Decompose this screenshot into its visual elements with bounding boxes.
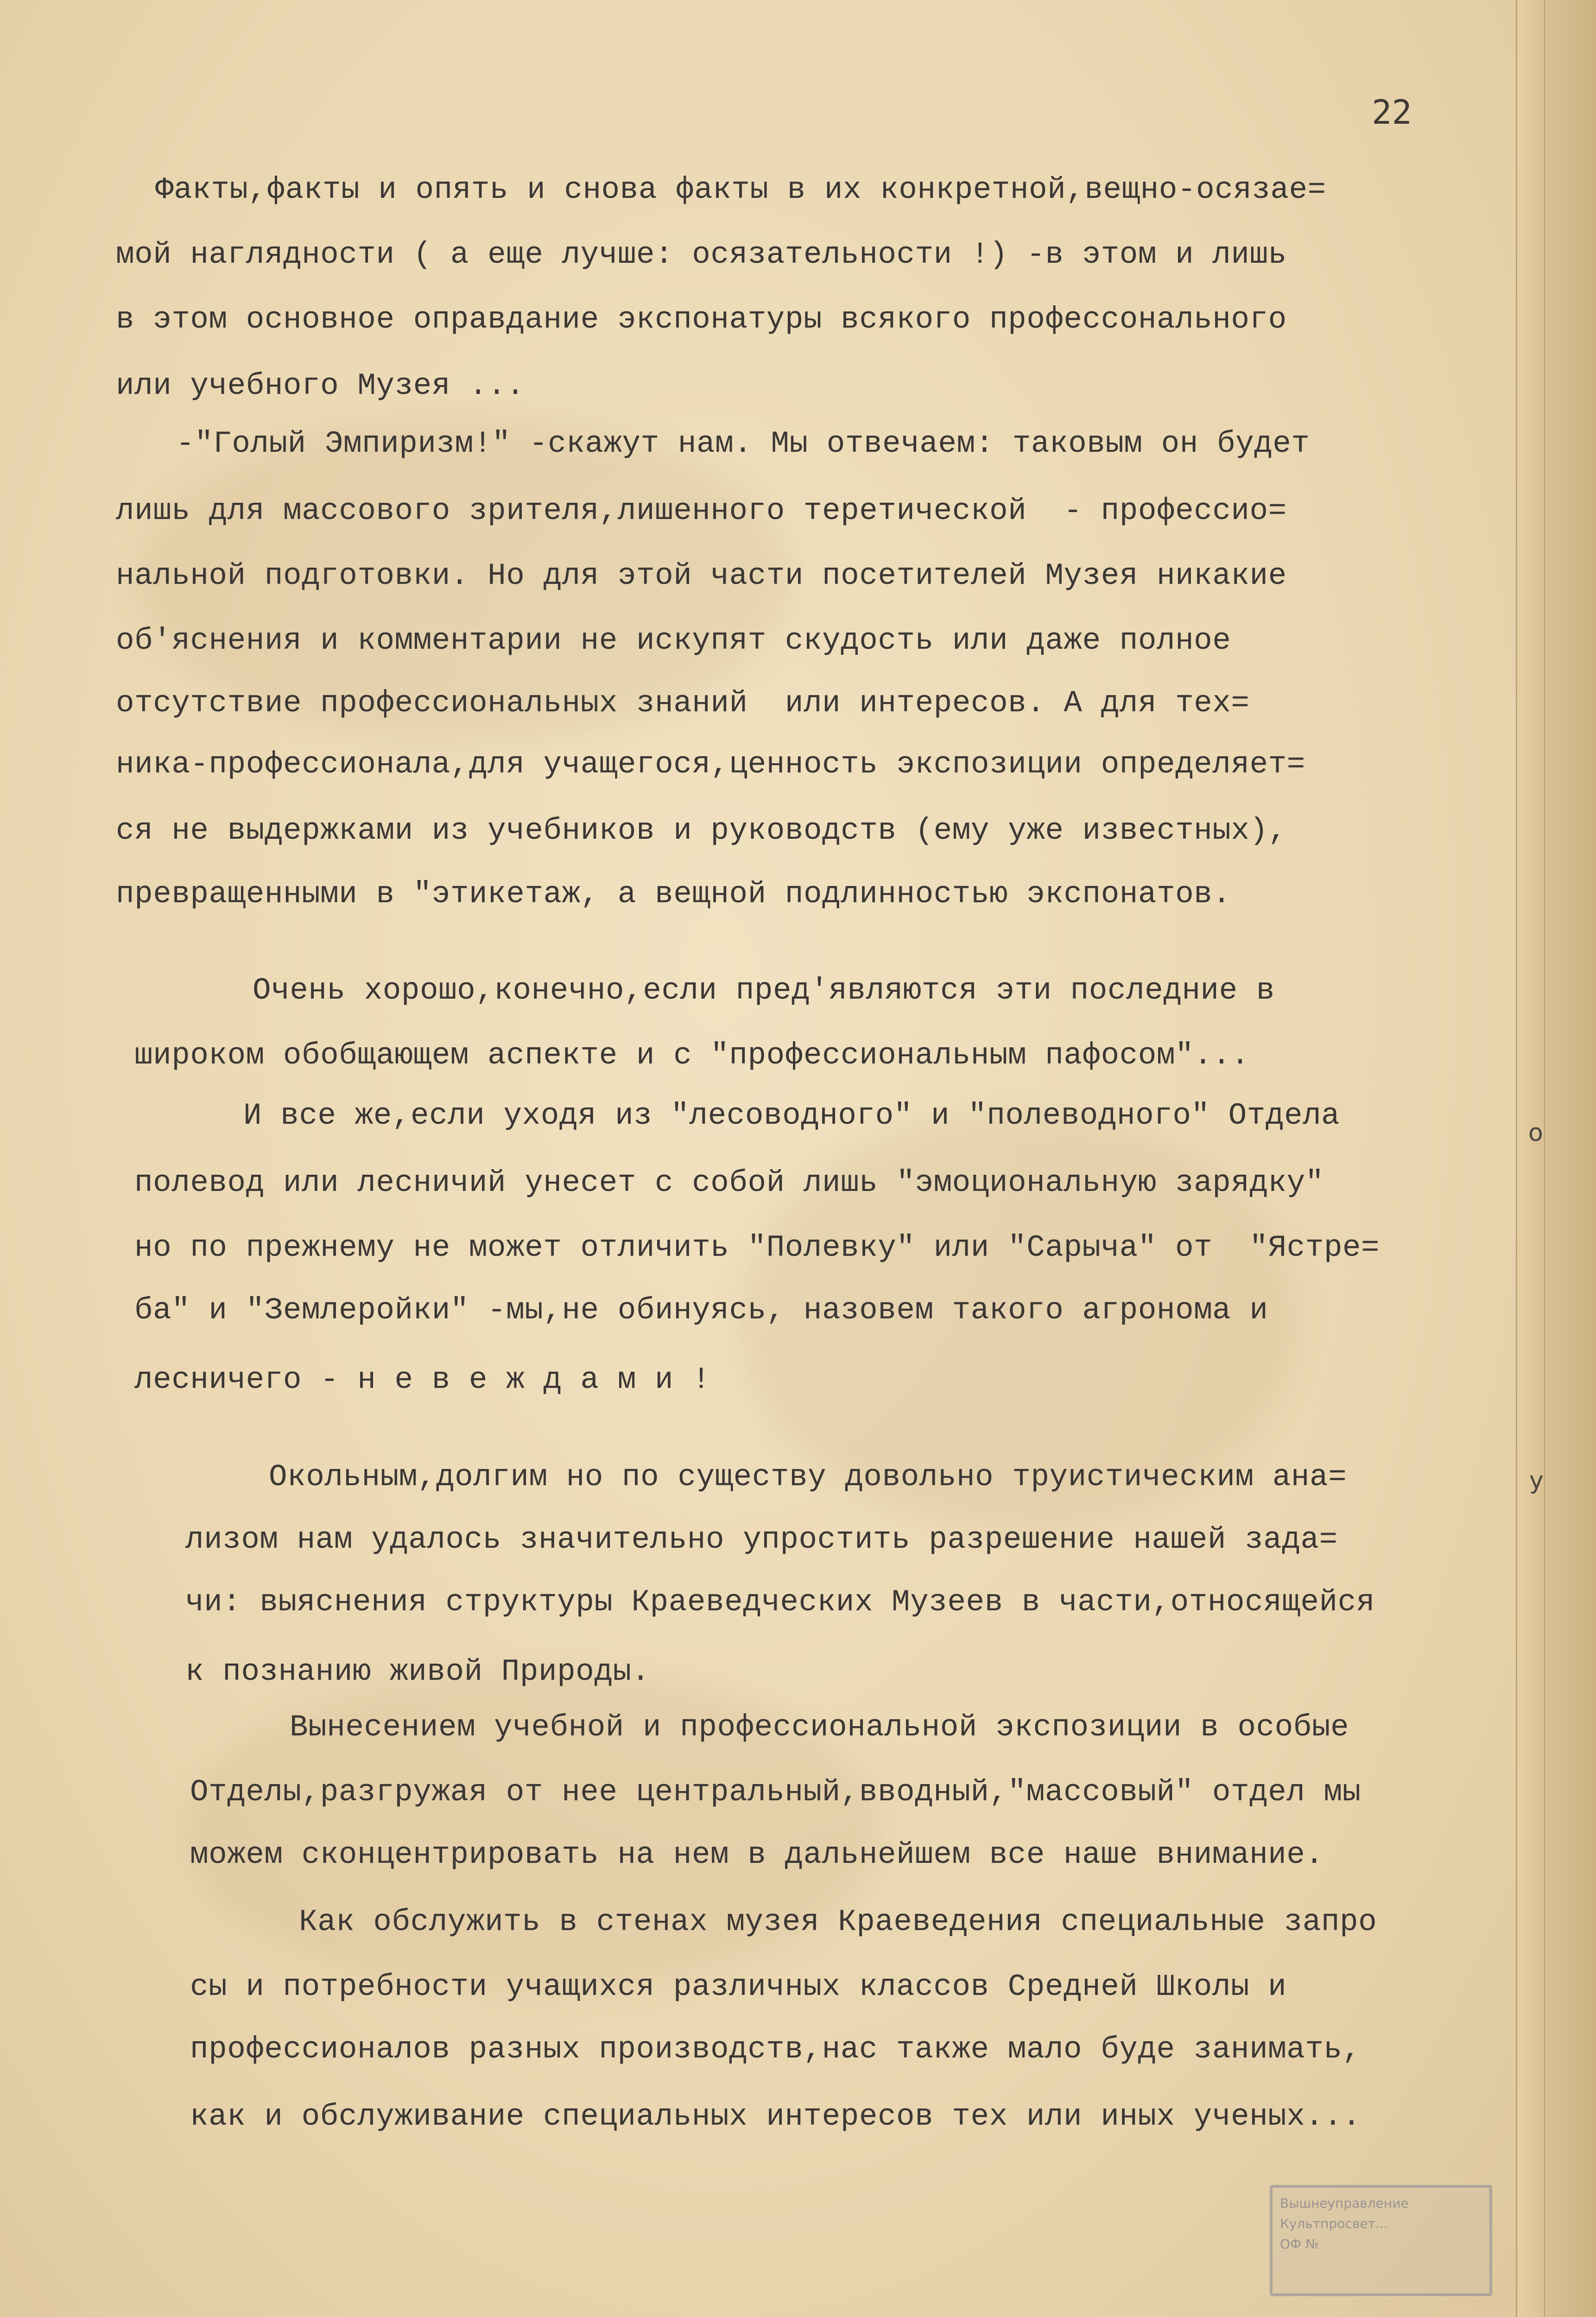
text-line: чи: выяснения структуры Краеведческих Музеев в части,относящейся — [185, 1585, 1375, 1620]
text-line: Как обслужить в стенах музея Краеведения специальные запро — [299, 1905, 1377, 1939]
text-line: сы и потребности учащихся различных классов Средней Школы и — [190, 1969, 1287, 2004]
text-line: Вынесением учебной и профессиональной экспозиции в особые — [290, 1710, 1349, 1745]
text-line: но по прежнему не может отличить "Полевку" или "Сарыча" от "Ястре= — [134, 1230, 1380, 1265]
archive-stamp — [1270, 2185, 1492, 2296]
margin-mark: у — [1529, 1467, 1544, 1494]
text-line: как и обслуживание специальных интересов тех или иных ученых... — [190, 2099, 1361, 2134]
text-line: лизом нам удалось значительно упростить разрешение нашей зада= — [185, 1522, 1338, 1557]
text-line: ника-профессионала,для учащегося,ценность экспозиции определяет= — [116, 747, 1305, 782]
text-line: лесничего - н е в е ж д а м и ! — [134, 1362, 711, 1397]
text-line: к познанию живой Природы. — [185, 1654, 650, 1689]
text-line: Факты,факты и опять и снова факты в их конкретной,вещно-осязае= — [155, 172, 1326, 207]
text-line: Окольным,долгим но по существу довольно труистическим ана= — [269, 1460, 1347, 1494]
text-line: Очень хорошо,конечно,если пред'являются эти последние в — [253, 973, 1275, 1008]
margin-mark: о — [1528, 1119, 1543, 1147]
text-line: или учебного Музея ... — [116, 368, 525, 403]
text-line: И все же,если уходя из "лесоводного" и "полеводного" Отдела — [243, 1098, 1340, 1133]
text-line: широком обобщающем аспекте и с "профессиональным пафосом"... — [134, 1038, 1250, 1073]
page-edge-line — [1544, 0, 1545, 2317]
text-line: полевод или лесничий унесет с собой лишь "эмоциональную зарядку" — [134, 1165, 1324, 1200]
text-line: отсутствие профессиональных знаний или интересов. А для тех= — [116, 686, 1250, 721]
text-line: можем сконцентрировать на нем в дальнейшем все наше внимание. — [190, 1837, 1324, 1872]
text-line: об'яснения и комментарии не искупят скудость или даже полное — [116, 623, 1231, 658]
text-line: мой наглядности ( а еще лучше: осязательности !) -в этом и лишь — [116, 237, 1287, 272]
underlying-page-edge — [1516, 0, 1596, 2317]
text-line: лишь для массового зрителя,лишенного теретической - профессио= — [116, 494, 1287, 528]
stamp-line: Вышнеуправление — [1280, 2196, 1409, 2211]
text-line: превращенными в "этикетаж, а вещной подлинностью экспонатов. — [116, 877, 1231, 912]
text-line: Отделы,разгружая от нее центральный,вводный,"массовый" отдел мы — [190, 1775, 1361, 1810]
text-line: ба" и "Землеройки" -мы,не обинуясь, назовем такого агронома и — [134, 1293, 1268, 1328]
text-line: -"Голый Эмпиризм!" -скажут нам. Мы отвечаем: таковым он будет — [176, 426, 1310, 461]
text-line: ся не выдержками из учебников и руководств (ему уже известных), — [116, 813, 1287, 848]
text-line: профессионалов разных производств,нас также мало буде занимать, — [190, 2032, 1361, 2067]
page-number: 22 — [1372, 93, 1412, 132]
stamp-line: ОФ № — [1280, 2236, 1319, 2252]
stamp-line: Культпросвет... — [1280, 2216, 1388, 2231]
text-line: нальной подготовки. Но для этой части посетителей Музея никакие — [116, 558, 1287, 593]
text-line: в этом основное оправдание экспонатуры всякого профессонального — [116, 302, 1287, 337]
